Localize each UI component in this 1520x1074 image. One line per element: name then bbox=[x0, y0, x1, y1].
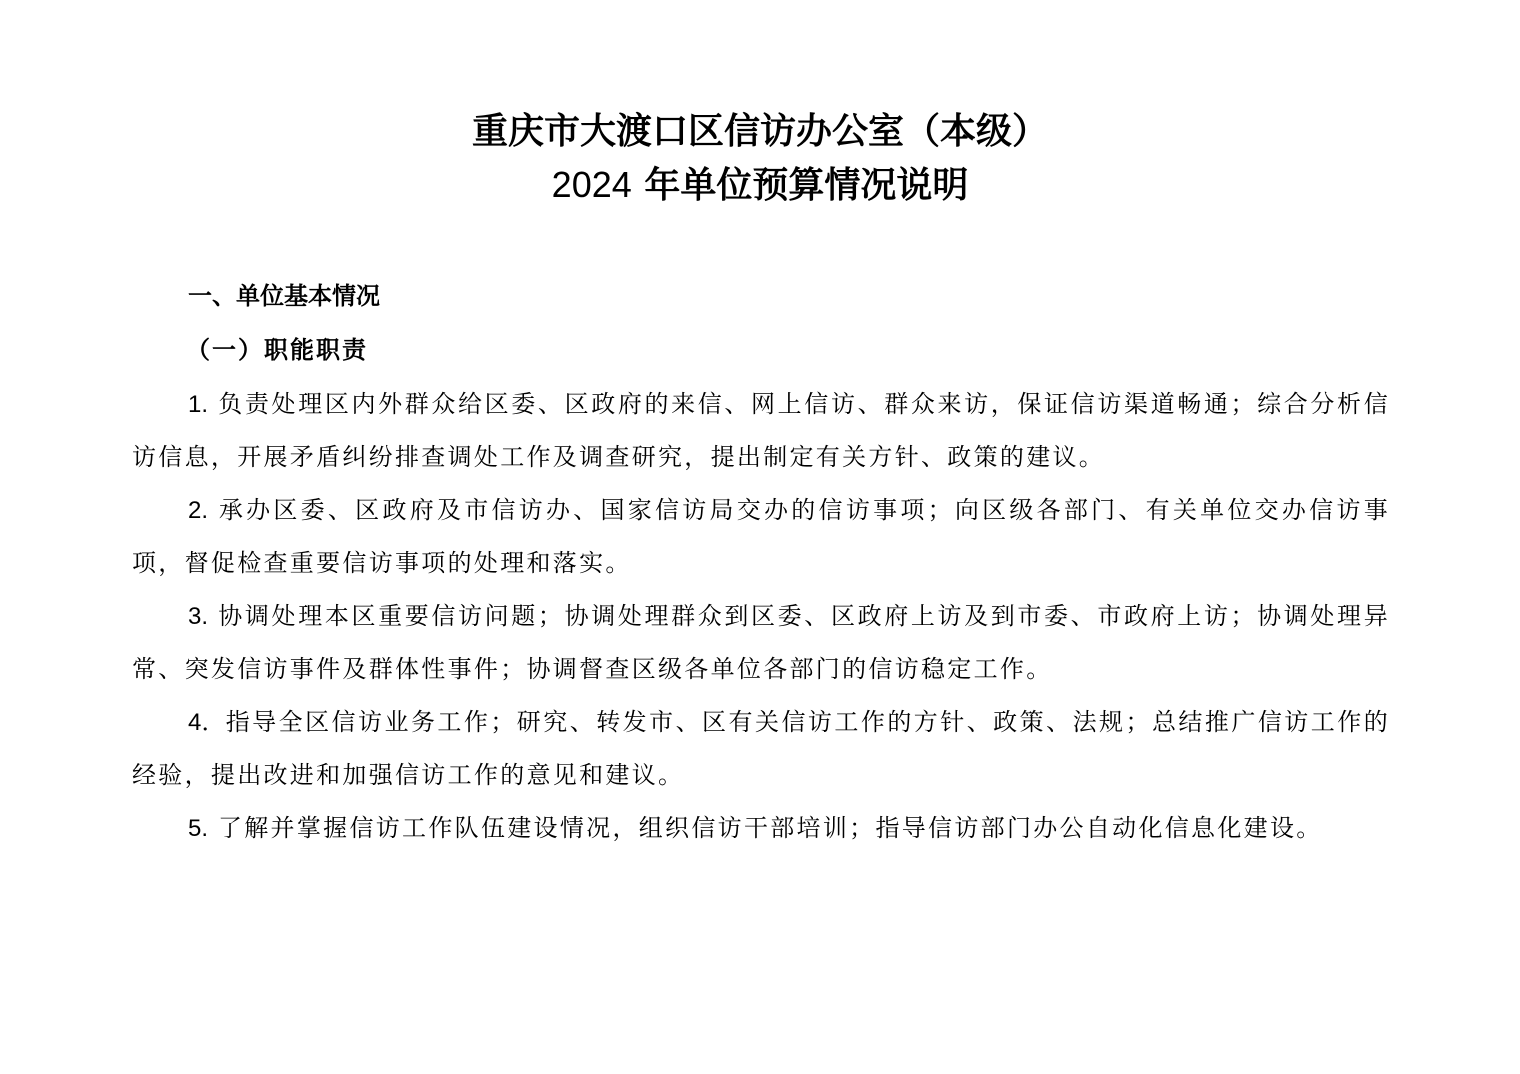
document-title-line1 bbox=[0, 111, 1520, 151]
duty-item-text: 负责处理区内外群众给区委、区政府的来信、网上信访、群众来访，保证信访渠道畅通；综合分析信访信息，开展矛盾纠纷排查调处工作及调查研究，提出制定有关方针、政策的建议。 bbox=[132, 390, 1390, 471]
document-title-line2 bbox=[0, 165, 1520, 205]
duty-item-2 bbox=[132, 484, 1390, 590]
duty-item-number: 3. bbox=[188, 603, 209, 630]
title-line1-text: 重庆市大渡口区信访办公室（本级） bbox=[471, 110, 1048, 152]
duty-item-1 bbox=[132, 378, 1390, 484]
duty-item-text: 指导全区信访业务工作；研究、转发市、区有关信访工作的方针、政策、法规；总结推广信访工作的经验，提出改进和加强信访工作的意见和建议。 bbox=[132, 708, 1390, 789]
section-heading-basic-info: 一、单位基本情况 bbox=[188, 282, 380, 310]
duty-item-number: 4． bbox=[188, 709, 226, 736]
duty-item-5 bbox=[132, 802, 1390, 855]
subsection-heading-duties: （一）职能职责 bbox=[186, 335, 368, 364]
duty-item-number: 1. bbox=[188, 391, 209, 418]
duty-item-4 bbox=[132, 696, 1390, 802]
duty-item-number: 5. bbox=[188, 815, 209, 842]
duty-item-text: 承办区委、区政府及市信访办、国家信访局交办的信访事项；向区级各部门、有关单位交办信访事项，督促检查重要信访事项的处理和落实。 bbox=[132, 496, 1390, 577]
title-year: 2024 bbox=[551, 164, 632, 205]
duty-item-text: 了解并掌握信访工作队伍建设情况，组织信访干部培训；指导信访部门办公自动化信息化建设。 bbox=[208, 814, 1323, 842]
duty-item-number: 2. bbox=[188, 497, 209, 524]
duty-item-3 bbox=[132, 590, 1390, 696]
duty-item-text: 协调处理本区重要信访问题；协调处理群众到区委、区政府上访及到市委、市政府上访；协调处理异常、突发信访事件及群体性事件；协调督查区级各单位各部门的信访稳定工作。 bbox=[132, 602, 1390, 683]
title-line2-text: 年单位预算情况说明 bbox=[644, 164, 969, 206]
